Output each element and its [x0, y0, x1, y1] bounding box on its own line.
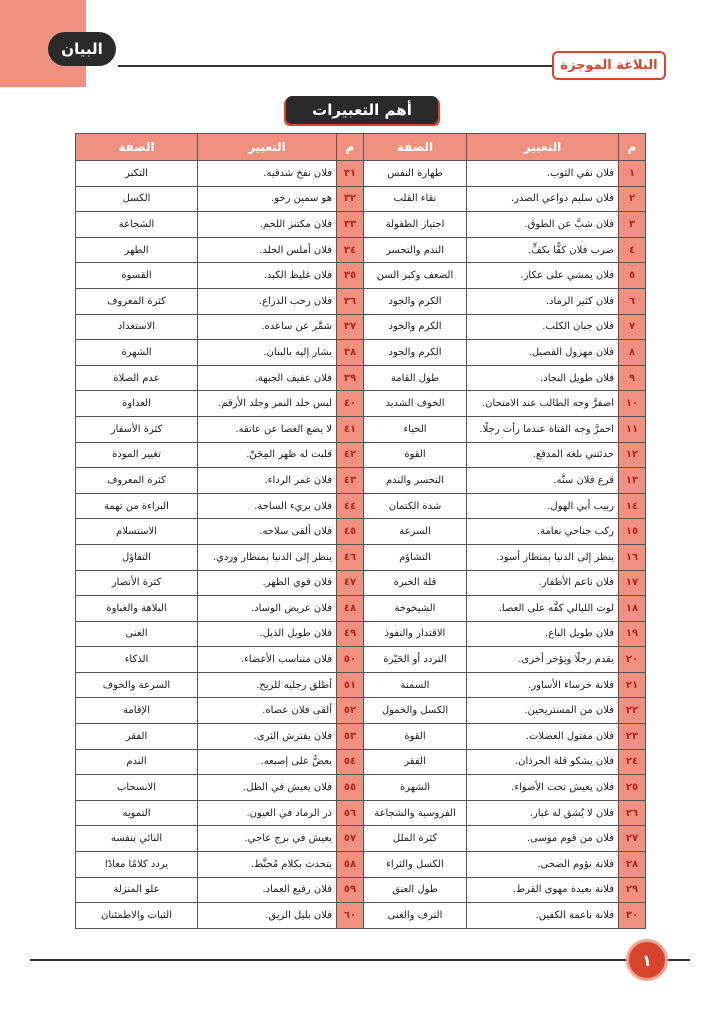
expression-cell: احمرَّ وجه الفتاة عندما رأت رجلًا.: [467, 416, 619, 442]
row-number-cell: ٥٦: [337, 800, 364, 826]
attribute-cell: السرعة والخوف: [76, 672, 198, 698]
footer-rule: [30, 959, 690, 961]
row-number-cell: ٣٨: [337, 340, 364, 366]
column-header: التعبير: [467, 134, 619, 161]
expression-cell: قرع فلان سنَّه.: [467, 468, 619, 494]
row-number-cell: ٣١: [337, 161, 364, 187]
row-number-cell: ١٦: [619, 544, 646, 570]
attribute-cell: العداوة: [76, 391, 198, 417]
row-number-cell: ٤٧: [337, 570, 364, 596]
table-row: [76, 826, 646, 852]
expression-cell: اصفرَّ وجه الطالب عند الامتحان.: [467, 391, 619, 417]
attribute-cell: الفقر: [76, 724, 198, 750]
row-number-cell: ٢: [619, 186, 646, 212]
table-row: [76, 365, 646, 391]
row-number-cell: ١: [619, 161, 646, 187]
expression-cell: ذر الرماد في العيون.: [198, 800, 337, 826]
attribute-cell: الترف والغنى: [364, 903, 467, 929]
expression-cell: فلان يعيش تحت الأضواء.: [467, 775, 619, 801]
table-row: [76, 186, 646, 212]
attribute-cell: الندم: [76, 749, 198, 775]
row-number-cell: ٥٢: [337, 698, 364, 724]
page-number: ١: [626, 939, 668, 981]
attribute-cell: الاستعداد: [76, 314, 198, 340]
table-row: [76, 749, 646, 775]
table-row: [76, 672, 646, 698]
expression-cell: لا يضع العصا عن عاتقه.: [198, 416, 337, 442]
row-number-cell: ١٨: [619, 596, 646, 622]
table-row: [76, 800, 646, 826]
attribute-cell: القوة: [364, 442, 467, 468]
row-number-cell: ٣٣: [337, 212, 364, 238]
expression-cell: فلان عفيف الجبهة.: [198, 365, 337, 391]
attribute-cell: الثبات والاطمئنان: [76, 903, 198, 929]
table-row: [76, 903, 646, 929]
row-number-cell: ١٤: [619, 493, 646, 519]
expression-cell: أطلق رجليه للريح.: [198, 672, 337, 698]
expression-cell: يقدم رجلًا ويؤخر أخرى.: [467, 647, 619, 673]
expression-cell: فلان عريض الوساد.: [198, 596, 337, 622]
row-number-cell: ٥٩: [337, 877, 364, 903]
attribute-cell: الشجاعة: [76, 212, 198, 238]
expression-cell: فلان أملس الجلد.: [198, 237, 337, 263]
table-row: [76, 621, 646, 647]
row-number-cell: ٤٦: [337, 544, 364, 570]
table-row: [76, 416, 646, 442]
expression-cell: قلبت له ظهر المِجَنّ.: [198, 442, 337, 468]
header-rule: [118, 65, 620, 67]
expression-cell: فلان من المستريحين.: [467, 698, 619, 724]
table-row: [76, 852, 646, 878]
row-number-cell: ٥٠: [337, 647, 364, 673]
expression-cell: فلان ألقى سلاحه.: [198, 519, 337, 545]
expression-cell: فلان بريء الساحة.: [198, 493, 337, 519]
expression-cell: فلانة نؤوم الضحى.: [467, 852, 619, 878]
expression-cell: فلان رحب الذراع.: [198, 288, 337, 314]
table-row: [76, 647, 646, 673]
row-number-cell: ٥٣: [337, 724, 364, 750]
attribute-cell: تغيير المودة: [76, 442, 198, 468]
attribute-cell: نقاء القلب: [364, 186, 467, 212]
expression-cell: فلان طويل الباع.: [467, 621, 619, 647]
expression-cell: فلان طويل النجاد.: [467, 365, 619, 391]
row-number-cell: ٢٤: [619, 749, 646, 775]
row-number-cell: ٣٤: [337, 237, 364, 263]
row-number-cell: ١١: [619, 416, 646, 442]
row-number-cell: ١٠: [619, 391, 646, 417]
attribute-cell: السرعة: [364, 519, 467, 545]
row-number-cell: ٢٣: [619, 724, 646, 750]
expression-cell: فلان غليظ الكبد.: [198, 263, 337, 289]
row-number-cell: ٤٤: [337, 493, 364, 519]
expression-cell: فلانة بعيدة مهوى القرط.: [467, 877, 619, 903]
expression-cell: فلان جبان الكلب.: [467, 314, 619, 340]
attribute-cell: الاقتدار والنفوذ: [364, 621, 467, 647]
expression-cell: فلانة ناعمة الكفين.: [467, 903, 619, 929]
row-number-cell: ٥٧: [337, 826, 364, 852]
attribute-cell: الكسل: [76, 186, 198, 212]
expression-cell: فلان لا يُشق له غبار.: [467, 800, 619, 826]
attribute-cell: الغنى: [76, 621, 198, 647]
table-row: [76, 570, 646, 596]
attribute-cell: السمنة: [364, 672, 467, 698]
attribute-cell: كثرة المعروف: [76, 468, 198, 494]
row-number-cell: ٥: [619, 263, 646, 289]
attribute-cell: يردد كلامًا معادًا: [76, 852, 198, 878]
expression-cell: فلان قوي الظهر.: [198, 570, 337, 596]
table-row: [76, 519, 646, 545]
attribute-cell: كثرة المعروف: [76, 288, 198, 314]
expression-cell: ينظر إلى الدنيا بمنظار وردي.: [198, 544, 337, 570]
expression-cell: فلان مفتول العضلات.: [467, 724, 619, 750]
row-number-cell: ٣٧: [337, 314, 364, 340]
row-number-cell: ٢١: [619, 672, 646, 698]
row-number-cell: ٤: [619, 237, 646, 263]
attribute-cell: كثرة الأنصار: [76, 570, 198, 596]
expression-cell: فلان نفخ شدقيه.: [198, 161, 337, 187]
attribute-cell: الانسحاب: [76, 775, 198, 801]
row-number-cell: ٥٥: [337, 775, 364, 801]
expression-cell: فلان متناسب الأعضاء.: [198, 647, 337, 673]
attribute-cell: الحياء: [364, 416, 467, 442]
row-number-cell: ٣٢: [337, 186, 364, 212]
table-row: [76, 596, 646, 622]
row-number-cell: ١٣: [619, 468, 646, 494]
row-number-cell: ١٧: [619, 570, 646, 596]
column-header: الصفة: [364, 134, 467, 161]
expression-cell: ينظر إلى الدنيا بمنظار أسود.: [467, 544, 619, 570]
expression-cell: فلان بليل الريق.: [198, 903, 337, 929]
attribute-cell: اجتياز الطفولة: [364, 212, 467, 238]
table-row: [76, 314, 646, 340]
row-number-cell: ٣٦: [337, 288, 364, 314]
row-number-cell: ٢٥: [619, 775, 646, 801]
expression-cell: فلان شبَّ عن الطوق.: [467, 212, 619, 238]
attribute-cell: التفاؤل: [76, 544, 198, 570]
attribute-cell: القوة: [364, 724, 467, 750]
expression-cell: فلان يمشي على عكاز.: [467, 263, 619, 289]
table-row: [76, 340, 646, 366]
attribute-cell: النائي بنفسه: [76, 826, 198, 852]
row-number-cell: ١٢: [619, 442, 646, 468]
attribute-cell: كثرة الملل: [364, 826, 467, 852]
attribute-cell: الندم والتحسر: [364, 237, 467, 263]
row-number-cell: ٥٨: [337, 852, 364, 878]
table-body: [76, 161, 646, 929]
expression-cell: فلان يفترش الثرى.: [198, 724, 337, 750]
expression-cell: يعضُّ على إصبعه.: [198, 749, 337, 775]
expression-cell: فلان نقي الثوب.: [467, 161, 619, 187]
expression-cell: فلان طويل الذيل.: [198, 621, 337, 647]
attribute-cell: القسوة: [76, 263, 198, 289]
expression-cell: فلان يعيش في الظل.: [198, 775, 337, 801]
attribute-cell: التشاؤم: [364, 544, 467, 570]
row-number-cell: ٥٤: [337, 749, 364, 775]
table-row: [76, 724, 646, 750]
attribute-cell: طول العنق: [364, 877, 467, 903]
attribute-cell: الكسل والخمول: [364, 698, 467, 724]
row-number-cell: ١٥: [619, 519, 646, 545]
attribute-cell: التحسر والندم: [364, 468, 467, 494]
attribute-cell: التردد أو الحَيْرة: [364, 647, 467, 673]
row-number-cell: ٣٥: [337, 263, 364, 289]
expression-cell: فلان رفيع العماد.: [198, 877, 337, 903]
row-number-cell: ٥١: [337, 672, 364, 698]
attribute-cell: الاستسلام: [76, 519, 198, 545]
expression-cell: ركب جناحي نعامة.: [467, 519, 619, 545]
expression-cell: فلان يشكو قلة الجرذان.: [467, 749, 619, 775]
series-title: البلاغة الموجزة: [552, 51, 666, 80]
row-number-cell: ٢٩: [619, 877, 646, 903]
row-number-cell: ٣٠: [619, 903, 646, 929]
table-row: [76, 161, 646, 187]
row-number-cell: ٤٥: [337, 519, 364, 545]
expression-cell: فلان مهزول الفصيل.: [467, 340, 619, 366]
expression-cell: فلانة خرساء الأساور.: [467, 672, 619, 698]
row-number-cell: ٤١: [337, 416, 364, 442]
expression-cell: ربيب أبي الهول.: [467, 493, 619, 519]
column-header: الصفة: [76, 134, 198, 161]
expression-cell: يعيش في برج عاجي.: [198, 826, 337, 852]
attribute-cell: الكرم والجود: [364, 288, 467, 314]
row-number-cell: ٧: [619, 314, 646, 340]
attribute-cell: التكبر: [76, 161, 198, 187]
table-row: [76, 698, 646, 724]
expression-cell: فلان من قوم موسى.: [467, 826, 619, 852]
attribute-cell: الكسل والثراء: [364, 852, 467, 878]
row-number-cell: ١٩: [619, 621, 646, 647]
expression-cell: يشار إليه بالبنان.: [198, 340, 337, 366]
expression-cell: فلان كثير الرماد.: [467, 288, 619, 314]
expression-cell: لوت الليالي كفَّه على العصا.: [467, 596, 619, 622]
attribute-cell: طهارة النفس: [364, 161, 467, 187]
table-row: [76, 468, 646, 494]
table-row: [76, 212, 646, 238]
table-row: [76, 775, 646, 801]
row-number-cell: ٦٠: [337, 903, 364, 929]
expression-cell: فلان غمر الرداء.: [198, 468, 337, 494]
attribute-cell: الشهرة: [364, 775, 467, 801]
attribute-cell: طول القامة: [364, 365, 467, 391]
row-number-cell: ٤٢: [337, 442, 364, 468]
expression-cell: ألقى فلان عصاه.: [198, 698, 337, 724]
row-number-cell: ٩: [619, 365, 646, 391]
column-header: م: [337, 134, 364, 161]
expression-cell: ضرب فلان كفًّا بكفٍّ.: [467, 237, 619, 263]
expression-cell: فلان ناعم الأظفار.: [467, 570, 619, 596]
row-number-cell: ٤٣: [337, 468, 364, 494]
attribute-cell: الضعف وكبر السن: [364, 263, 467, 289]
row-number-cell: ٢٢: [619, 698, 646, 724]
row-number-cell: ٤٨: [337, 596, 364, 622]
expression-cell: فلان مكتنز اللحم.: [198, 212, 337, 238]
expression-cell: حدثتني بلغة المدفع.: [467, 442, 619, 468]
row-number-cell: ٢٧: [619, 826, 646, 852]
column-header: التعبير: [198, 134, 337, 161]
attribute-cell: البراءة من تهمة: [76, 493, 198, 519]
table-row: [76, 288, 646, 314]
attribute-cell: التمويه: [76, 800, 198, 826]
row-number-cell: ٤٠: [337, 391, 364, 417]
expression-cell: فلان سليم دواعي الصدر.: [467, 186, 619, 212]
row-number-cell: ٨: [619, 340, 646, 366]
expression-cell: شمَّر عن ساعده.: [198, 314, 337, 340]
column-header: م: [619, 134, 646, 161]
row-number-cell: ٦: [619, 288, 646, 314]
row-number-cell: ٢٠: [619, 647, 646, 673]
attribute-cell: شدة الكتمان: [364, 493, 467, 519]
table-header-row: [76, 134, 646, 161]
expressions-table-wrap: [75, 133, 645, 922]
book-name-badge: البيان: [48, 32, 116, 66]
attribute-cell: الفقر: [364, 749, 467, 775]
attribute-cell: الذكاء: [76, 647, 198, 673]
attribute-cell: الطهر: [76, 237, 198, 263]
attribute-cell: عدم الصلاة: [76, 365, 198, 391]
table-row: [76, 442, 646, 468]
row-number-cell: ٤٩: [337, 621, 364, 647]
row-number-cell: ٢٦: [619, 800, 646, 826]
attribute-cell: الفروسية والشجاعة: [364, 800, 467, 826]
row-number-cell: ٢٨: [619, 852, 646, 878]
section-title-wrap: [286, 96, 438, 124]
table-row: [76, 877, 646, 903]
attribute-cell: البلاهة والغباوة: [76, 596, 198, 622]
table-row: [76, 544, 646, 570]
attribute-cell: قلة الخبرة: [364, 570, 467, 596]
attribute-cell: الكرم والجود: [364, 314, 467, 340]
attribute-cell: الإقامة: [76, 698, 198, 724]
table-row: [76, 391, 646, 417]
attribute-cell: كثرة الأسفار: [76, 416, 198, 442]
attribute-cell: علو المنزلة: [76, 877, 198, 903]
attribute-cell: الشهرة: [76, 340, 198, 366]
attribute-cell: الخوف الشديد: [364, 391, 467, 417]
section-title: أهم التعبيرات: [286, 96, 438, 124]
attribute-cell: الشيخوخة: [364, 596, 467, 622]
row-number-cell: ٣: [619, 212, 646, 238]
attribute-cell: الكرم والجود: [364, 340, 467, 366]
expressions-table: [75, 133, 646, 929]
table-row: [76, 263, 646, 289]
table-row: [76, 493, 646, 519]
row-number-cell: ٣٩: [337, 365, 364, 391]
expression-cell: لبس جلد النمر وجلد الأرقم.: [198, 391, 337, 417]
expression-cell: هو سمين رخو.: [198, 186, 337, 212]
expression-cell: يتحدث بكلام مُحنَّط.: [198, 852, 337, 878]
table-row: [76, 237, 646, 263]
